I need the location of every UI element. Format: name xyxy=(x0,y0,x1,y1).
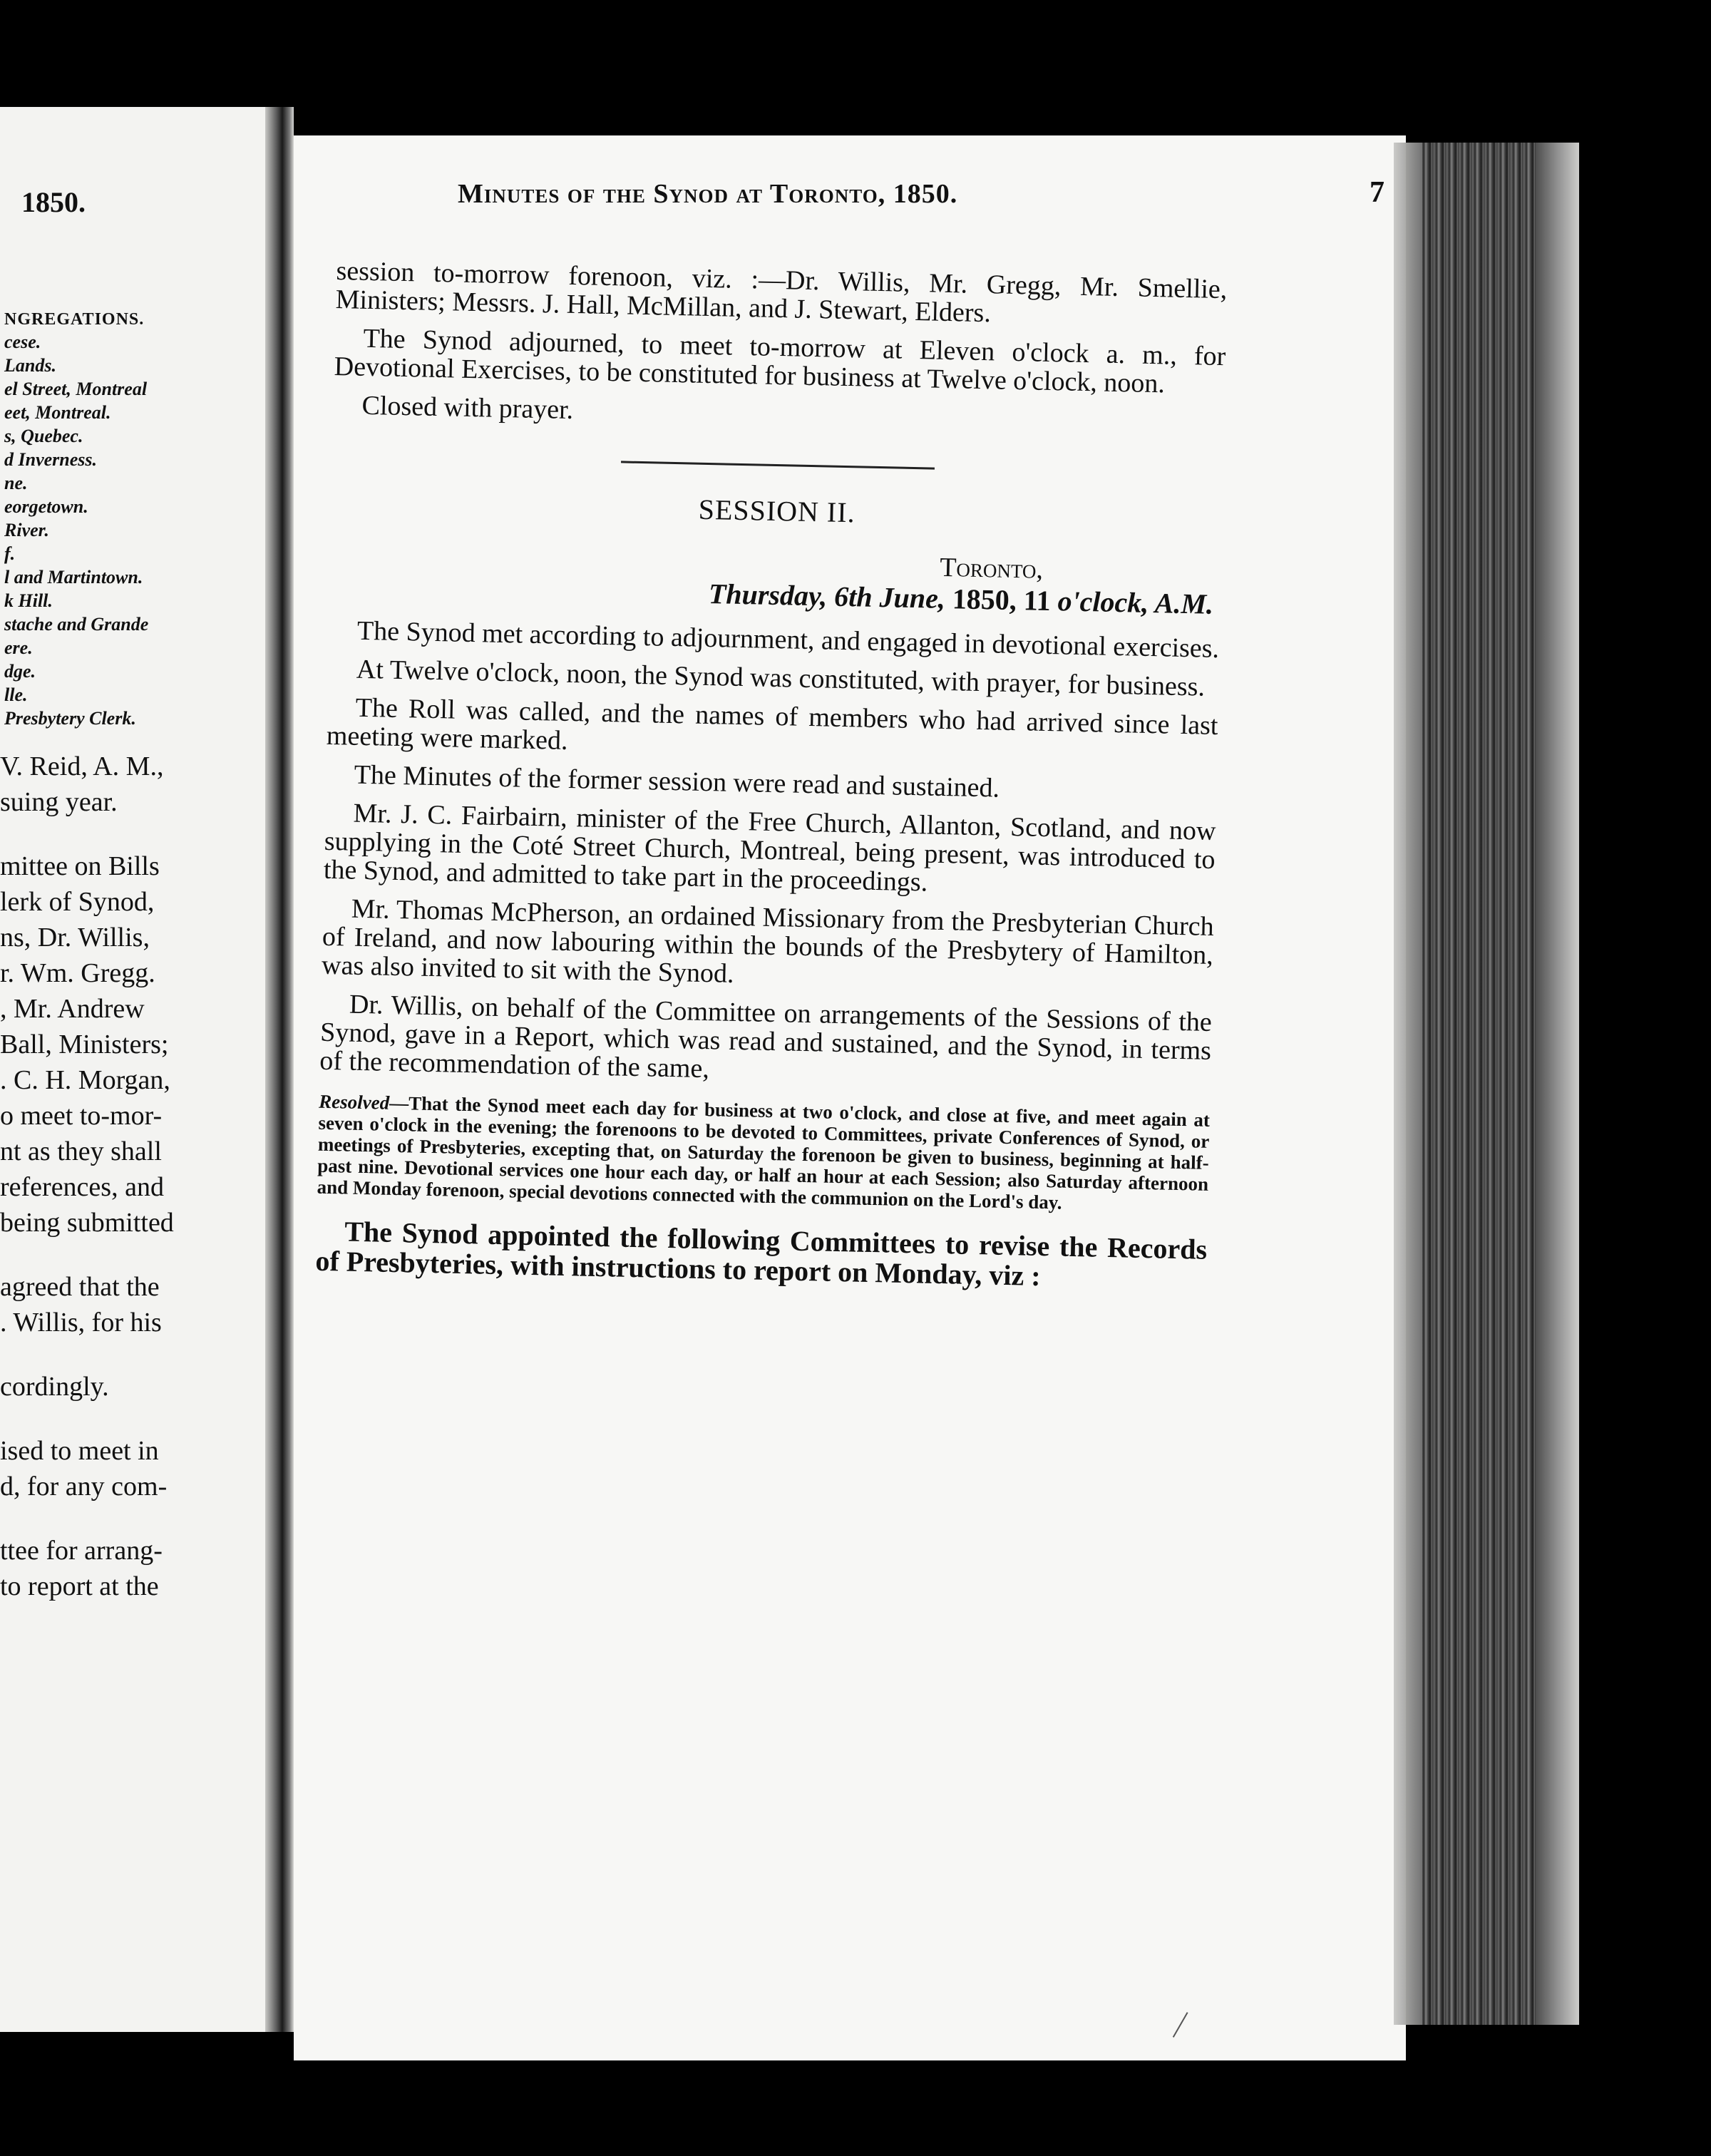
left-page-line: NGREGATIONS. xyxy=(4,310,145,329)
left-page-line: eet, Montreal. xyxy=(4,402,111,423)
left-page-line: V. Reid, A. M., xyxy=(0,751,164,781)
left-page-line: f. xyxy=(4,543,16,564)
left-page-line: ised to meet in xyxy=(0,1436,159,1466)
date-time: o'clock, A.M. xyxy=(1057,585,1214,620)
paragraph-minutes-read: The Minutes of the former session were read and sustained. xyxy=(354,759,1000,804)
right-page xyxy=(294,135,1406,2060)
left-page-line: el Street, Montreal xyxy=(4,379,148,399)
left-page-line: being submitted xyxy=(0,1208,174,1238)
page-content xyxy=(315,257,1228,1305)
paragraph-committee-list: session to-morrow forenoon, viz. :—Dr. Willis, Mr. Gregg, Mr. Smellie, Ministers; Messrs. J. Hall, McMillan, and J. Stewart, Elders. xyxy=(335,256,1228,329)
running-head: Minutes of the Synod at Toronto, 1850. xyxy=(458,179,958,209)
left-page-line: cese. xyxy=(4,332,41,352)
paragraph-adjournment: The Synod adjourned, to meet to-morrow at Eleven o'clock a. m., for Devotional Exercises, to be constituted for business at Twelve o'clock, noon. xyxy=(334,323,1226,399)
left-page-line: ttee for arrang- xyxy=(0,1536,163,1566)
left-page-line: lle. xyxy=(4,684,28,705)
left-page-line: . Willis, for his xyxy=(0,1308,162,1338)
section-divider xyxy=(621,461,935,471)
resolution xyxy=(317,1091,1210,1216)
left-page-year: 1850. xyxy=(21,186,86,218)
left-page-line: dge. xyxy=(4,661,36,682)
session-title: SESSION II. xyxy=(698,493,856,529)
session-place: Toronto, xyxy=(939,552,1044,585)
left-page-line: s, Quebec. xyxy=(4,426,83,446)
date-month: 6th June, xyxy=(833,580,946,615)
left-page-line: cordingly. xyxy=(0,1372,109,1402)
left-page xyxy=(0,107,265,2032)
paragraph-synod-met: The Synod met according to adjournment, and engaged in devotional exercises. xyxy=(356,615,1220,664)
left-page-line: eorgetown. xyxy=(4,496,88,517)
left-page-line: . C. H. Morgan, xyxy=(0,1065,170,1095)
page-edges xyxy=(1394,143,1579,2025)
left-page-line: Ball, Ministers; xyxy=(0,1030,169,1059)
left-page-line: ne. xyxy=(4,473,28,493)
left-page-line: ere. xyxy=(4,637,33,658)
left-page-line: River. xyxy=(4,520,49,540)
left-page-line: nt as they shall xyxy=(0,1136,162,1166)
resolution-label: Resolved xyxy=(318,1090,390,1114)
left-page-line: d, for any com- xyxy=(0,1472,168,1502)
left-page-line: r. Wm. Gregg. xyxy=(0,958,155,988)
left-page-line: agreed that the xyxy=(0,1272,160,1302)
left-page-line: Lands. xyxy=(4,355,56,376)
book-gutter xyxy=(265,107,294,2032)
left-page-line: k Hill. xyxy=(4,590,53,611)
date-day: Thursday, xyxy=(708,578,828,612)
left-page-line: suing year. xyxy=(0,787,118,817)
left-page-line: Presbytery Clerk. xyxy=(4,708,136,729)
page-number: 7 xyxy=(1370,176,1384,209)
paragraph-closing: Closed with prayer. xyxy=(361,390,574,425)
left-page-line: lerk of Synod, xyxy=(0,887,155,917)
left-page-line: references, and xyxy=(0,1172,164,1202)
scratch-mark xyxy=(1173,2012,1213,2052)
resolution-text: —That the Synod meet each day for business at two o'clock, and close at five, and meet again at seven o'clock in the evening; the forenoons to be devoted to Committees, private Conferences of Synod, or meetings of Presbyteries, excepting that, on Saturday the forenoon be given to business, beginning at half-past nine. Devotional services one hour each day, or half an hour at each Session; also Saturday afternoon and Monday forenoon, special devotions connected with the communion on the Lord's day. xyxy=(317,1092,1211,1213)
paragraph-roll-called: The Roll was called, and the names of members who had arrived since last meeting were marked. xyxy=(326,692,1218,756)
left-page-line: ns, Dr. Willis, xyxy=(0,923,150,953)
page-header xyxy=(458,178,1384,221)
left-page-line: stache and Grande xyxy=(4,614,149,635)
left-page-line: mittee on Bills xyxy=(0,851,160,881)
left-page-line: o meet to-mor- xyxy=(0,1101,163,1131)
left-page-line: d Inverness. xyxy=(4,449,98,470)
left-page-line: to report at the xyxy=(0,1571,159,1601)
date-year: 1850, 11 xyxy=(952,582,1052,617)
paragraph-mcpherson: Mr. Thomas McPherson, an ordained Missionary from the Presbyterian Church of Ireland, and now labouring within the bounds of the Presbytery of Hamilton, was also invited to sit with the Synod. xyxy=(321,893,1215,989)
left-page-line: l and Martintown. xyxy=(4,567,143,587)
left-page-line: , Mr. Andrew xyxy=(0,994,145,1024)
paragraph-committees-appointed: The Synod appointed the following Committees to revise the Records of Presbyteries, with instructions to report on Monday, viz : xyxy=(315,1215,1208,1292)
paragraph-fairbairn: Mr. J. C. Fairbairn, minister of the Free Church, Allanton, Scotland, and now supplying in the Coté Street Church, Montreal, being present, was introduced to the Synod, and admitted to take part in the proceedings. xyxy=(323,798,1216,898)
paragraph-constituted: At Twelve o'clock, noon, the Synod was constituted, with prayer, for business. xyxy=(356,654,1206,702)
paragraph-report: Dr. Willis, on behalf of the Committee on arrangements of the Sessions of the Synod, gave in a Report, which was read and sustained, and the Synod, in terms of the recommendation of the same, xyxy=(319,989,1213,1084)
